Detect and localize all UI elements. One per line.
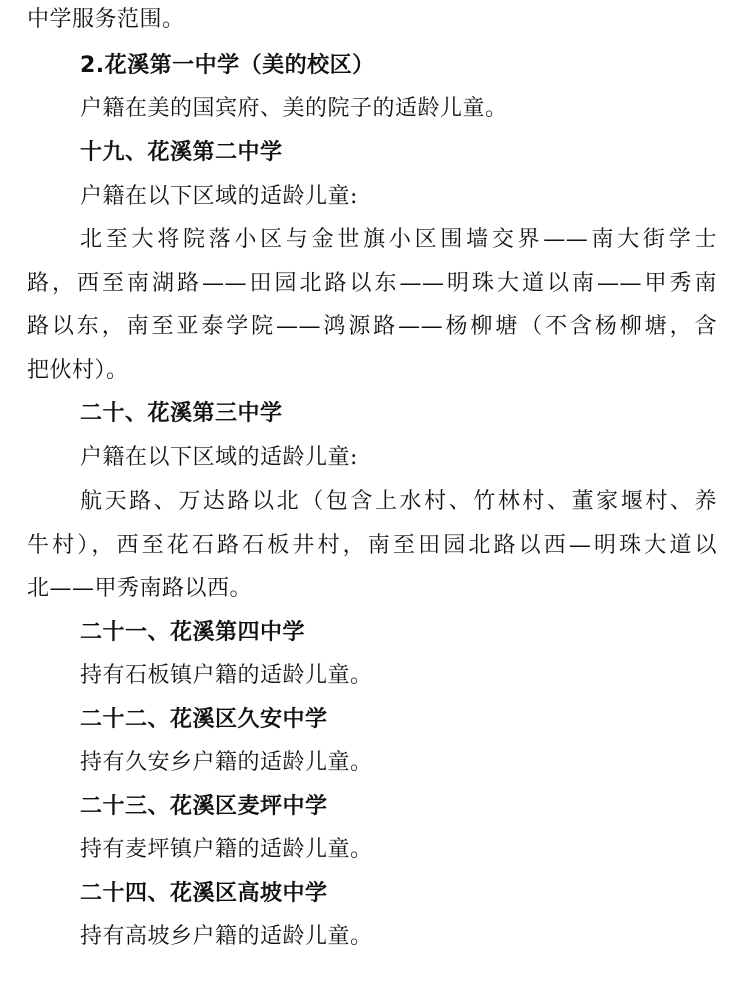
section-heading-23: 二十三、花溪区麦坪中学 bbox=[80, 794, 328, 819]
paragraph-text: 把伙村）。 bbox=[27, 358, 129, 383]
paragraph-text: 北至大将院落小区与金世旗小区围墙交界——南大街学士 bbox=[80, 227, 717, 252]
section-heading-20: 二十、花溪第三中学 bbox=[80, 401, 283, 426]
section-heading-19: 十九、花溪第二中学 bbox=[80, 140, 283, 165]
paragraph-text: 持有久安乡户籍的适龄儿童。 bbox=[80, 750, 373, 775]
paragraph-text: 路以东，南至亚泰学院——鸿源路——杨柳塘（不含杨柳塘，含 bbox=[27, 314, 717, 339]
section-heading-24: 二十四、花溪区高坡中学 bbox=[80, 881, 328, 906]
paragraph-text: 户籍在以下区域的适龄儿童: bbox=[80, 445, 358, 470]
paragraph-text: 航天路、万达路以北（包含上水村、竹林村、董家堰村、养 bbox=[80, 489, 717, 514]
section-heading-21: 二十一、花溪第四中学 bbox=[80, 620, 306, 645]
section-heading-campus: 2.花溪第一中学（美的校区） bbox=[80, 53, 375, 78]
paragraph-text: 路，西至南湖路——田园北路以东——明珠大道以南——甲秀南 bbox=[27, 271, 717, 296]
paragraph-text: 户籍在美的国宾府、美的院子的适龄儿童。 bbox=[80, 96, 508, 121]
paragraph-text: 牛村），西至花石路石板井村，南至田园北路以西—明珠大道以 bbox=[27, 533, 717, 558]
paragraph-text: 北——甲秀南路以西。 bbox=[27, 576, 253, 601]
paragraph-text: 持有高坡乡户籍的适龄儿童。 bbox=[80, 924, 373, 949]
paragraph-text: 持有麦坪镇户籍的适龄儿童。 bbox=[80, 837, 373, 862]
paragraph-text: 户籍在以下区域的适龄儿童: bbox=[80, 184, 358, 209]
paragraph-continuation: 中学服务范围。 bbox=[27, 7, 185, 32]
section-heading-22: 二十二、花溪区久安中学 bbox=[80, 707, 328, 732]
paragraph-text: 持有石板镇户籍的适龄儿童。 bbox=[80, 663, 373, 688]
